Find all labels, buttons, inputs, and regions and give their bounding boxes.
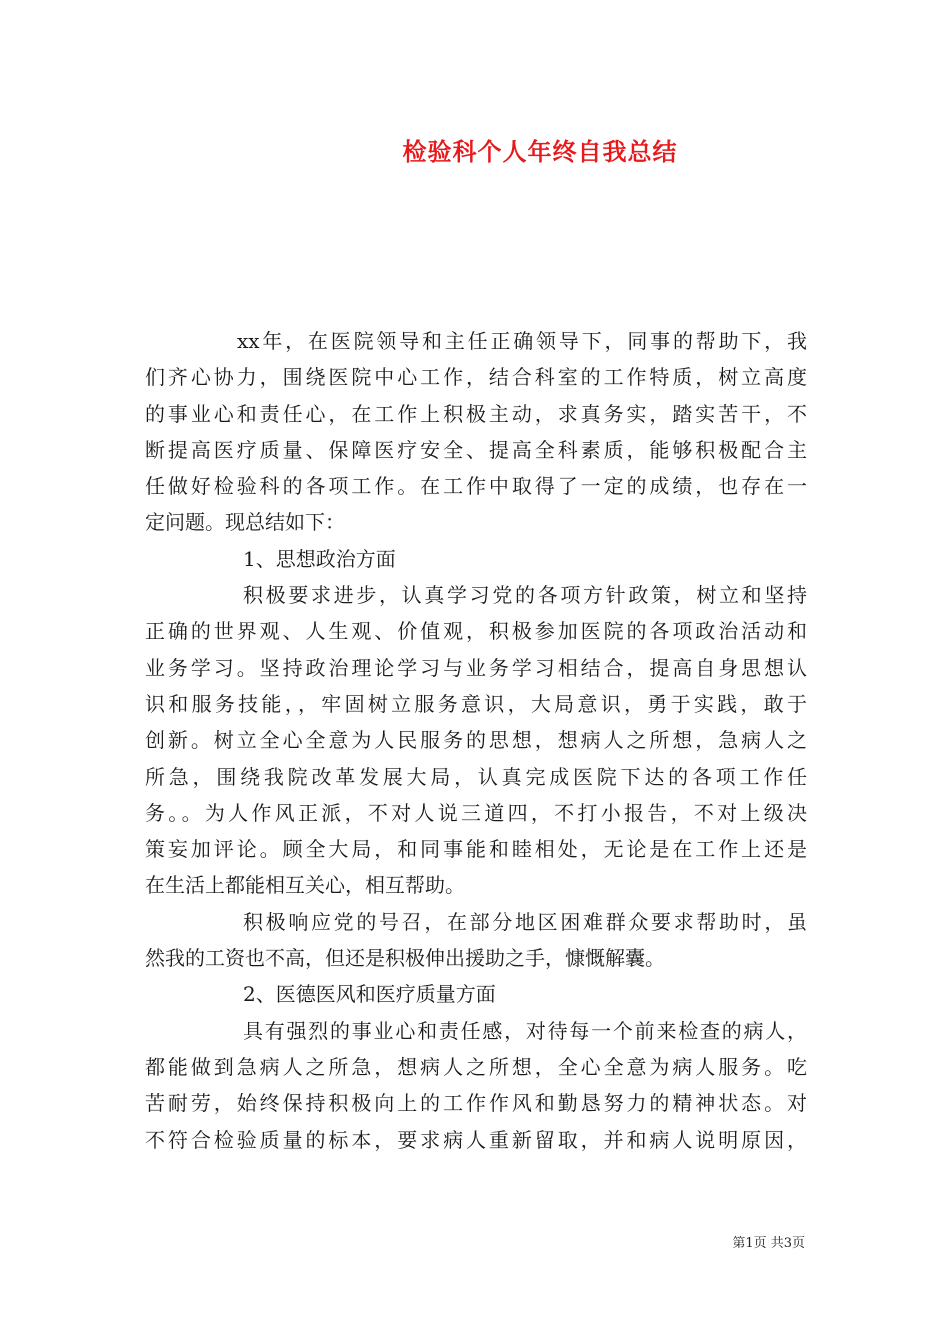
section-heading: 2、医德医风和医疗质量方面 [243,982,496,1007]
paragraph-line: 积极要求进步，认真学习党的各项方针政策，树立和坚持 [243,583,807,608]
paragraph-line: 识和服务技能，，牢固树立服务意识，大局意识，勇于实践，敢于 [145,691,807,716]
paragraph-line: 都能做到急病人之所急，想病人之所想，全心全意为病人服务。吃 [145,1054,807,1079]
document-title: 检验科个人年终自我总结 [402,137,678,166]
section-heading: 1、思想政治方面 [243,546,396,571]
paragraph-line: 定问题。现总结如下： [145,510,345,535]
paragraph-line: 断提高医疗质量、保障医疗安全、提高全科素质，能够积极配合主 [145,437,807,462]
paragraph-line: 策妄加评论。顾全大局，和同事能和睦相处，无论是在工作上还是 [145,837,807,862]
paragraph-line: 苦耐劳，始终保持积极向上的工作作风和勤恳努力的精神状态。对 [145,1091,807,1116]
paragraph-line: 正确的世界观、人生观、价值观，积极参加医院的各项政治活动和 [145,619,807,644]
paragraph-line: 积极响应党的号召，在部分地区困难群众要求帮助时，虽 [243,909,807,934]
page-number: 第1页 共3页 [732,1236,805,1251]
paragraph-line: 不符合检验质量的标本，要求病人重新留取，并和病人说明原因， [145,1127,807,1152]
paragraph-line: 务。。为人作风正派，不对人说三道四，不打小报告，不对上级决 [145,800,807,825]
paragraph-line: 任做好检验科的各项工作。在工作中取得了一定的成绩，也存在一 [145,474,807,499]
paragraph-line: 所急，围绕我院改革发展大局，认真完成医院下达的各项工作任 [145,764,807,789]
document-body [145,323,807,1158]
paragraph-line: 们齐心协力，围绕医院中心工作，结合科室的工作特质，树立高度 [145,365,807,390]
paragraph-line: 具有强烈的事业心和责任感，对待每一个前来检查的病人， [243,1018,807,1043]
paragraph-line: 业务学习。坚持政治理论学习与业务学习相结合，提高自身思想认 [145,655,807,680]
paragraph-line: 创新。树立全心全意为人民服务的思想，想病人之所想，急病人之 [145,728,807,753]
paragraph-line: 的事业心和责任心，在工作上积极主动，求真务实，踏实苦干，不 [145,401,807,426]
paragraph-line: 然我的工资也不高，但还是积极伸出援助之手，慷慨解囊。 [145,946,665,971]
paragraph-line: xx年，在医院领导和主任正确领导下，同事的帮助下，我 [237,329,807,353]
paragraph-line: 在生活上都能相互关心，相互帮助。 [145,873,465,898]
